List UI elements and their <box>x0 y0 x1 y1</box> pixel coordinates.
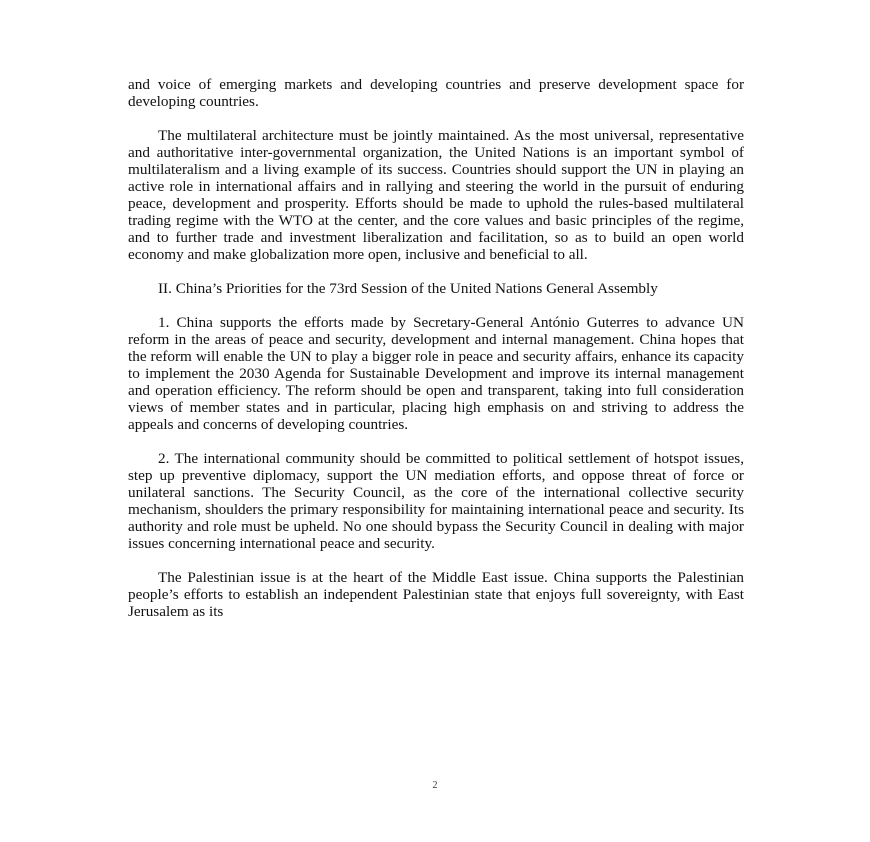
paragraph-hotspot-issues: 2. The international community should be committed to political settlement of hotspot issues, step up preventive diplomacy, support the UN mediation efforts, and oppose threat of force or unilateral sanctions. The Security Council, as the core of the international collective security mechanism, shoulders the primary responsibility for maintaining international peace and security. Its authority and role must be upheld. No one should bypass the Security Council in dealing with major issues concerning international peace and security. <box>128 450 744 552</box>
page-number: 2 <box>432 780 438 791</box>
paragraph-multilateral-architecture: The multilateral architecture must be jointly maintained. As the most universal, representative and authoritative inter-governmental organization, the United Nations is an important symbol of multilateralism and a living example of its success. Countries should support the UN in playing an active role in international affairs and in rallying and steering the world in the pursuit of enduring peace, development and prosperity. Efforts should be made to uphold the rules-based multilateral trading regime with the WTO at the center, and the core values and basic principles of the regime, and to further trade and investment liberalization and facilitation, so as to build an open world economy and make globalization more open, inclusive and beneficial to all. <box>128 127 744 263</box>
paragraph-continuation: and voice of emerging markets and developing countries and preserve development space for developing countries. <box>128 76 744 110</box>
section-heading-priorities: II. China’s Priorities for the 73rd Session of the United Nations General Assembly <box>158 280 658 297</box>
paragraph-palestinian-issue: The Palestinian issue is at the heart of the Middle East issue. China supports the Palestinian people’s efforts to establish an independent Palestinian state that enjoys full sovereignty, with East Jerusalem as its <box>128 569 744 620</box>
paragraph-un-reform: 1. China supports the efforts made by Secretary-General António Guterres to advance UN reform in the areas of peace and security, development and internal management. China hopes that the reform will enable the UN to play a bigger role in peace and security affairs, enhance its capacity to implement the 2030 Agenda for Sustainable Development and improve its internal management and operation efficiency. The reform should be open and transparent, taking into full consideration views of member states and in particular, placing high emphasis on and striving to address the appeals and concerns of developing countries. <box>128 314 744 433</box>
document-body <box>128 76 744 637</box>
